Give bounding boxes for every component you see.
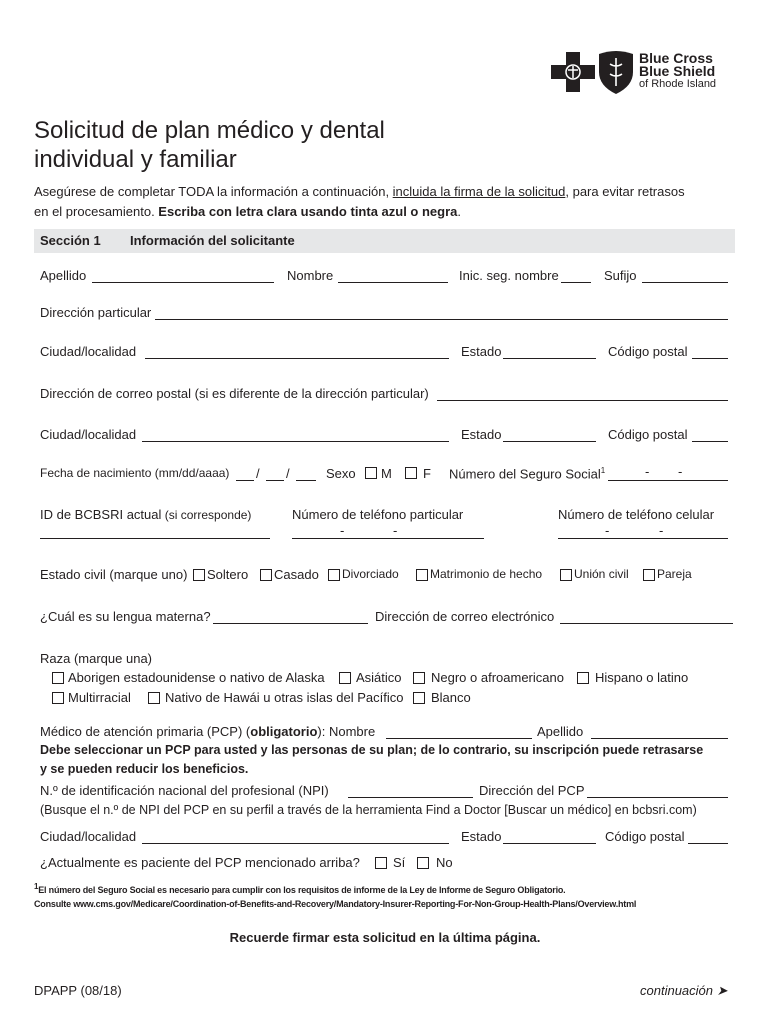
footnote-number: 1 [34, 882, 39, 891]
dob-slash-2: / [286, 466, 290, 481]
codigo-input[interactable] [692, 358, 728, 359]
raza-negro-label: Negro o afroamericano [431, 670, 564, 685]
tel-celular-input[interactable] [558, 538, 728, 539]
title-line2: individual y familiar [34, 146, 237, 173]
ciudad-3-label: Ciudad/localidad [40, 829, 137, 844]
fecha-label: Fecha de nacimiento (mm/dd/aaaa) [40, 466, 230, 480]
pcp-warning-line2: y se pueden reducir los beneficios. [40, 762, 249, 776]
sex-f-label: F [423, 466, 431, 481]
direccion-input[interactable] [155, 319, 728, 320]
raza-hispano-label: Hispano o latino [595, 670, 689, 685]
raza-blanco-checkbox[interactable] [413, 692, 425, 704]
section-number: Sección 1 [40, 233, 101, 248]
tel-part-dash-2: - [393, 523, 398, 538]
logo-line1: Blue Cross [639, 50, 713, 66]
codigo-2-label: Código postal [608, 427, 688, 442]
estado-3-label: Estado [461, 829, 502, 844]
pcp-label-b: ): Nombre [317, 724, 376, 739]
pcp-label-a: Médico de atención primaria (PCP) ( [40, 724, 251, 739]
ssn-input[interactable] [608, 480, 728, 481]
tel-cel-dash-2: - [659, 523, 664, 538]
footnote-line2: Consulte www.cms.gov/Medicare/Coordination-of-Benefits-and-Recovery/Mandatory-Insurer-Reporting-For-Non-Group-Health-Plans/Overview.html [34, 899, 637, 909]
dob-month-input[interactable] [236, 480, 254, 481]
divorciado-checkbox[interactable] [328, 569, 340, 581]
divorciado-label: Divorciado [342, 567, 399, 581]
union-civil-label: Unión civil [574, 567, 629, 581]
estado-civil-label: Estado civil (marque uno) [40, 567, 188, 582]
estado-2-label: Estado [461, 427, 502, 442]
raza-hawai-label: Nativo de Hawái u otras islas del Pacífico [165, 690, 404, 705]
npi-input[interactable] [348, 797, 473, 798]
direccion-label: Dirección particular [40, 305, 152, 320]
logo [551, 50, 731, 96]
ciudad-2-input[interactable] [142, 441, 449, 442]
blue-cross-icon [551, 52, 595, 92]
dob-year-input[interactable] [296, 480, 316, 481]
estado-label: Estado [461, 344, 502, 359]
bcbsri-id-label [40, 507, 251, 522]
estado-input[interactable] [503, 358, 596, 359]
correo-postal-label: Dirección de correo postal (si es diferente de la dirección particular) [40, 386, 429, 401]
sex-f-checkbox[interactable] [405, 467, 417, 479]
soltero-checkbox[interactable] [193, 569, 205, 581]
title-line1: Solicitud de plan médico y dental [34, 117, 385, 144]
raza-aborigen-checkbox[interactable] [52, 672, 64, 684]
codigo-label: Código postal [608, 344, 688, 359]
soltero-label: Soltero [207, 567, 249, 582]
npi-label: N.º de identificación nacional del profesional (NPI) [40, 783, 329, 798]
sex-m-checkbox[interactable] [365, 467, 377, 479]
pareja-checkbox[interactable] [643, 569, 655, 581]
signature-reminder: Recuerde firmar esta solicitud en la última página. [229, 930, 541, 945]
form-code: DPAPP (08/18) [34, 983, 122, 998]
pcp-label [40, 724, 375, 739]
footnote [34, 880, 636, 911]
pcp-direccion-input[interactable] [587, 797, 728, 798]
matrimonio-label: Matrimonio de hecho [430, 567, 543, 581]
ssn-footnote-ref: 1 [600, 466, 606, 475]
logo-line3: of Rhode Island [639, 78, 717, 90]
apellido-input[interactable] [92, 282, 274, 283]
intro-part2: , para evitar retrasos [565, 184, 685, 199]
email-input[interactable] [560, 623, 733, 624]
bcbsri-id-input[interactable] [40, 538, 270, 539]
intro-text [34, 182, 734, 222]
section-title: Información del solicitante [130, 233, 295, 248]
pareja-label: Pareja [657, 567, 692, 581]
ssn-label [449, 466, 605, 481]
tel-particular-label: Número de teléfono particular [292, 507, 464, 522]
pcp-obligatorio: obligatorio [250, 724, 318, 739]
ssn-label-text: Número del Seguro Social [449, 466, 601, 482]
raza-asiatico-checkbox[interactable] [339, 672, 351, 684]
ciudad-label: Ciudad/localidad [40, 344, 137, 359]
ciudad-3-input[interactable] [142, 843, 449, 844]
page-title [34, 116, 385, 174]
raza-multirracial-checkbox[interactable] [52, 692, 64, 704]
estado-2-input[interactable] [503, 441, 596, 442]
dob-day-input[interactable] [266, 480, 284, 481]
raza-asiatico-label: Asiático [356, 670, 402, 685]
apellido-label: Apellido [40, 268, 87, 283]
actual-paciente-label: ¿Actualmente es paciente del PCP mencionado arriba? [40, 855, 360, 870]
estado-3-input[interactable] [503, 843, 596, 844]
footnote-line1: El número del Seguro Social es necesario para cumplir con los requisitos de informe de la Ley de Informe de Seguro Obligatorio. [38, 885, 566, 895]
pcp-direccion-label: Dirección del PCP [479, 783, 585, 798]
raza-negro-checkbox[interactable] [413, 672, 425, 684]
raza-aborigen-label: Aborigen estadounidense o nativo de Alaska [68, 670, 325, 685]
bcbsri-id-note: (si corresponde) [161, 508, 252, 522]
paciente-si-label: Sí [393, 855, 406, 870]
tel-particular-input[interactable] [292, 538, 484, 539]
pcp-apellido-label: Apellido [537, 724, 584, 739]
paciente-no-label: No [436, 855, 453, 870]
correo-postal-input[interactable] [437, 400, 728, 401]
sufijo-input[interactable] [642, 282, 728, 283]
raza-hawai-checkbox[interactable] [148, 692, 160, 704]
ciudad-2-label: Ciudad/localidad [40, 427, 137, 442]
casado-label: Casado [274, 567, 319, 582]
pcp-nombre-input[interactable] [386, 738, 532, 739]
tel-cel-dash-1: - [605, 523, 610, 538]
pcp-warning-line1: Debe seleccionar un PCP para usted y las personas de su plan; de lo contrario, su inscripción puede retrasarse [40, 743, 704, 757]
casado-checkbox[interactable] [260, 569, 272, 581]
pcp-apellido-input[interactable] [591, 738, 728, 739]
raza-label: Raza (marque una) [40, 651, 152, 666]
raza-hispano-checkbox[interactable] [577, 672, 589, 684]
codigo-3-input[interactable] [688, 843, 728, 844]
matrimonio-checkbox[interactable] [416, 569, 428, 581]
inic-label: Inic. seg. nombre [459, 268, 559, 283]
paciente-si-checkbox[interactable] [375, 857, 387, 869]
intro-part1: Asegúrese de completar TODA la información a continuación, [34, 184, 393, 199]
continue-label: continuación ➤ [640, 983, 728, 998]
nombre-label: Nombre [287, 268, 334, 283]
bcbsri-id-text: ID de BCBSRI actual [40, 507, 162, 522]
intro-bold: Escriba con letra clara usando tinta azul o negra [158, 204, 458, 219]
raza-multirracial-label: Multirracial [68, 690, 131, 705]
sex-m-label: M [381, 466, 392, 481]
logo-line2: Blue Shield [639, 63, 716, 79]
pcp-warning [40, 741, 703, 779]
ssn-dash-2: - [678, 464, 683, 479]
nombre-input[interactable] [338, 282, 448, 283]
ssn-dash-1: - [645, 464, 650, 479]
tel-part-dash-1: - [340, 523, 345, 538]
codigo-2-input[interactable] [692, 441, 728, 442]
sexo-label: Sexo [326, 466, 356, 481]
section-header [34, 229, 735, 253]
blue-shield-icon [597, 50, 635, 94]
tel-celular-label: Número de teléfono celular [558, 507, 715, 522]
paciente-no-checkbox[interactable] [417, 857, 429, 869]
sufijo-label: Sufijo [604, 268, 637, 283]
union-civil-checkbox[interactable] [560, 569, 572, 581]
codigo-3-label: Código postal [605, 829, 685, 844]
dob-slash-1: / [256, 466, 260, 481]
intro-part3: en el procesamiento. [34, 204, 159, 219]
npi-note: (Busque el n.º de NPI del PCP en su perfil a través de la herramienta Find a Doctor [Buscar un médico] en bcbsri.com) [40, 803, 697, 817]
email-label: Dirección de correo electrónico [375, 609, 555, 624]
lengua-label: ¿Cuál es su lengua materna? [40, 609, 211, 624]
lengua-input[interactable] [213, 623, 368, 624]
intro-end: . [457, 204, 462, 219]
intro-underlined: incluida la firma de la solicitud [392, 184, 566, 199]
raza-blanco-label: Blanco [431, 690, 471, 705]
ciudad-input[interactable] [145, 358, 449, 359]
inic-input[interactable] [561, 282, 591, 283]
